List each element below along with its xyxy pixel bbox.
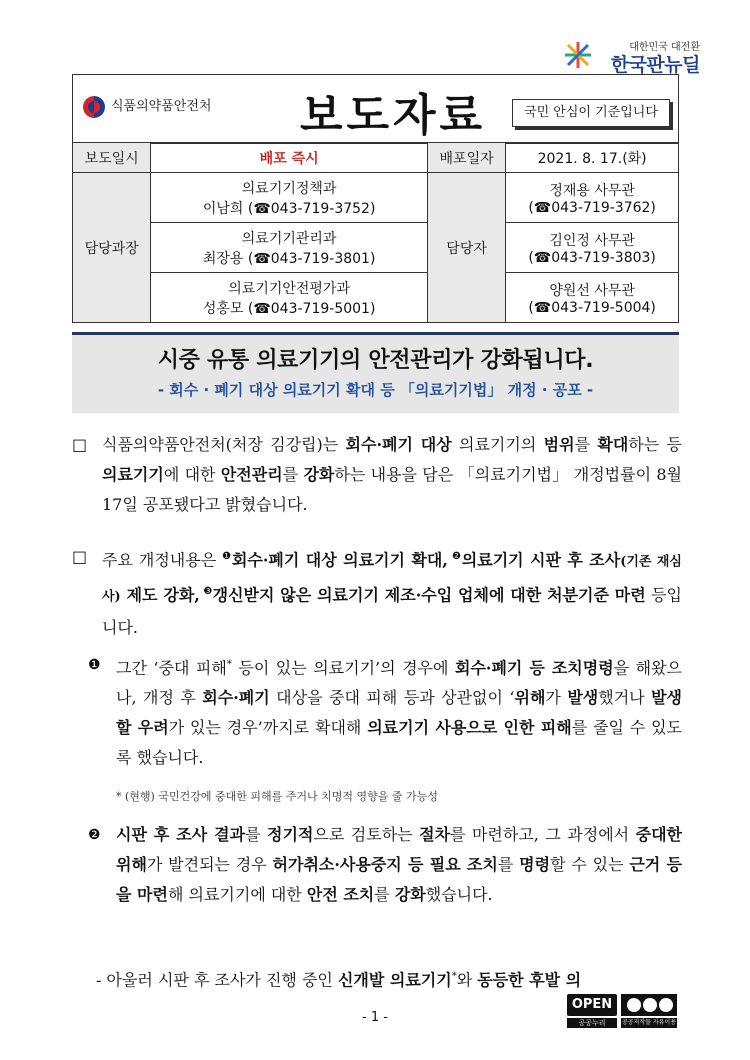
headline-subtitle: - 회수 · 폐기 대상 의료기기 확대 등 「의료기기법」 개정 · 공포 - <box>157 381 594 399</box>
page-number: - 1 - <box>362 1010 388 1025</box>
paragraph-text: 주요 개정내용은 $^❶$회수·폐기 대상 의료기기 확대, $^❷$의료기기 시판 후 조사(기존 재심사) 제도 강화, $^❸$갱신받지 않은 의료기기 제조·수입 업체에 대한 처분기준 마련 등입니다. <box>102 550 682 637</box>
dept-cell: 의료기기안전평가과 성홍모 (☎043-719-5001) <box>151 273 428 323</box>
date-label: 배포일자 <box>427 143 505 173</box>
date-value: 2021. 8. 17.(화) <box>506 143 679 173</box>
slogan-box: 국민 안심이 기준입니다 <box>512 99 670 127</box>
paragraph-text: 식품의약품안전처(처장 김강립)는 회수·폐기 대상 의료기기의 범위를 확대하는 등 의료기기에 대한 안전관리를 강화하는 내용을 담은 「의료기기법」 개정법률이 8월 17일 공포됐다고 밝혔습니다. <box>102 435 682 514</box>
staff-cell: 정재용 사무관 (☎043-719-3762) <box>506 173 679 223</box>
logo-big-text: 한국판뉴딜 <box>610 54 700 76</box>
open-sub2: 공공저작물 자유이용허락 <box>621 1019 677 1036</box>
footnote: * (현행) 국민건강에 중대한 피해를 주거나 치명적 영향을 줄 가능성 <box>116 790 438 803</box>
release-value: 배포 즉시 <box>151 143 428 173</box>
staff-cell: 김인정 사무관 (☎043-719-3803) <box>506 223 679 273</box>
dash-line: - 아울러 시판 후 조사가 진행 중인 신개발 의료기기*와 동등한 후발 의 <box>96 970 582 990</box>
taegeuk-emblem-icon <box>83 96 105 118</box>
agency-name <box>83 95 211 118</box>
page-title: 보도자료 <box>299 90 486 141</box>
number-two-icon: ❷ <box>88 827 101 843</box>
dept-head-label: 담당과장 <box>73 173 151 323</box>
staff-cell: 양원선 사무관 (☎043-719-5004) <box>506 273 679 323</box>
body-paragraph-1 <box>72 430 682 520</box>
new-deal-star-icon <box>562 40 594 70</box>
sub-item-1 <box>88 650 682 773</box>
sub-item-text: 그간 ‘중대 피해* 등이 있는 의료기기’의 경우에 회수·폐기 등 조치명령을 해왔으나, 개정 후 회수·폐기 대상을 중대 피해 등과 상관없이 ‘위해가 발생했거나 발생할 우려가 있는 경우’까지로 확대해 의료기기 사용으로 인한 피해를 줄일 수 있도록 했습니다. <box>116 658 682 768</box>
sub-item-text: 시판 후 조사 결과를 정기적으로 검토하는 절차를 마련하고, 그 과정에서 중대한 위해가 발견되는 경우 허가취소·사용중지 등 필요 조치를 명령할 수 있는 근거 등을 마련해 의료기기에 대한 안전 조치를 강화했습니다. <box>116 825 682 904</box>
press-release-header <box>72 74 679 144</box>
headline-title: 시중 유통 의료기기의 안전관리가 강화됩니다. <box>157 348 594 373</box>
headline-box <box>72 332 679 413</box>
open-label: OPEN <box>567 994 617 1016</box>
logo-small-text: 대한민국 대전환 <box>629 42 700 53</box>
sub-item-2 <box>88 820 682 910</box>
korean-new-deal-logo <box>540 38 700 76</box>
dept-cell: 의료기기정책과 이남희 (☎043-719-3752) <box>151 173 428 223</box>
body-paragraph-2 <box>72 542 682 643</box>
number-one-icon: ❶ <box>88 657 101 673</box>
open-sub1: 공공누리 <box>567 1018 617 1028</box>
square-bullet-icon: □ <box>72 547 88 566</box>
agency-label: 식품의약품안전처 <box>111 99 212 114</box>
dept-cell: 의료기기관리과 최장용 (☎043-719-3801) <box>151 223 428 273</box>
release-label: 보도일시 <box>73 143 151 173</box>
staff-label: 담당자 <box>427 173 505 323</box>
square-bullet-icon: □ <box>72 435 88 454</box>
contact-info-table <box>72 142 679 323</box>
